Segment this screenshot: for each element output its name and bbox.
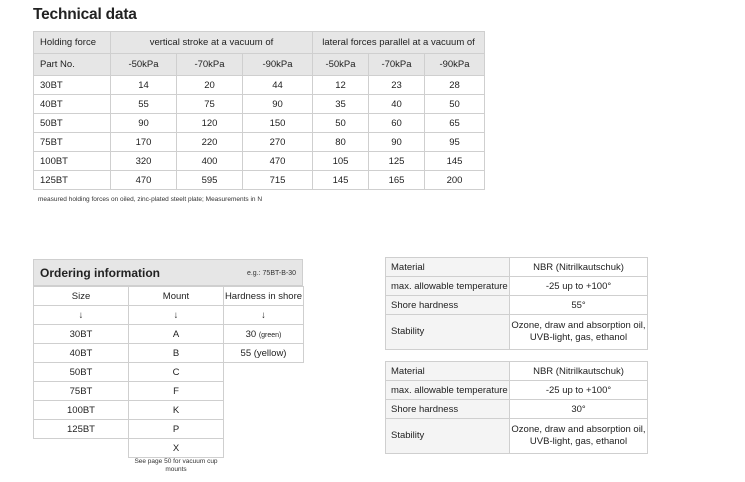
size-cell: 125BT: [34, 420, 129, 439]
holding-force-header: Holding force: [34, 32, 111, 54]
vacuum-level-header: -70kPa: [369, 54, 425, 76]
size-cell: 50BT: [34, 363, 129, 382]
stability-line-1: Ozone, draw and absorption oil,: [511, 320, 646, 331]
force-value-cell: 400: [177, 152, 243, 171]
part-no-header: Part No.: [34, 54, 111, 76]
temperature-label: max. allowable temperature: [386, 381, 510, 400]
size-cell: 75BT: [34, 382, 129, 401]
part-number-cell: 30BT: [34, 76, 111, 95]
header-row: [34, 32, 485, 54]
material-label: Material: [386, 258, 510, 277]
part-number-cell: 40BT: [34, 95, 111, 114]
empty-cell: [224, 363, 304, 382]
table-row: [34, 133, 485, 152]
material-row: [386, 362, 648, 381]
ordering-header: [33, 259, 303, 286]
force-value-cell: 60: [369, 114, 425, 133]
force-value-cell: 28: [425, 76, 485, 95]
material-row: [386, 258, 648, 277]
empty-cell: [224, 420, 304, 439]
ordering-row: [34, 439, 304, 458]
force-value-cell: 165: [369, 171, 425, 190]
vacuum-level-header: -90kPa: [243, 54, 313, 76]
temperature-value: -25 up to +100°: [510, 277, 648, 296]
size-header: Size: [34, 287, 129, 306]
mount-cell: P: [129, 420, 224, 439]
technical-data-table: [33, 31, 485, 190]
mount-header: Mount: [129, 287, 224, 306]
temperature-value: -25 up to +100°: [510, 381, 648, 400]
force-value-cell: 12: [313, 76, 369, 95]
force-value-cell: 145: [313, 171, 369, 190]
material-value: NBR (Nitrilkautschuk): [510, 258, 648, 277]
force-value-cell: 470: [243, 152, 313, 171]
ordering-row: [34, 325, 304, 344]
lateral-forces-header: lateral forces parallel at a vacuum of: [313, 32, 485, 54]
empty-cell: [34, 439, 129, 458]
ordering-row: [34, 382, 304, 401]
force-value-cell: 40: [369, 95, 425, 114]
force-value-cell: 470: [111, 171, 177, 190]
hardness-header: Hardness in shore: [224, 287, 304, 306]
ordering-row: [34, 363, 304, 382]
hardness-cell: [224, 325, 304, 344]
force-value-cell: 65: [425, 114, 485, 133]
shore-row: [386, 400, 648, 419]
material-value: NBR (Nitrilkautschuk): [510, 362, 648, 381]
shore-label: Shore hardness: [386, 296, 510, 315]
stability-row: [386, 315, 648, 350]
ordering-row: [34, 420, 304, 439]
table-row: [34, 171, 485, 190]
mount-cell: X: [129, 439, 224, 458]
part-number-cell: 100BT: [34, 152, 111, 171]
temperature-row: [386, 277, 648, 296]
hardness-color-note: (green): [258, 331, 282, 339]
vertical-stroke-header: vertical stroke at a vacuum of: [111, 32, 313, 54]
mount-note: See page 50 for vacuum cup mounts: [134, 458, 218, 473]
force-value-cell: 20: [177, 76, 243, 95]
force-value-cell: 270: [243, 133, 313, 152]
vacuum-level-header: -50kPa: [313, 54, 369, 76]
stability-value: [510, 419, 648, 454]
material-table-55: [385, 257, 648, 350]
force-value-cell: 95: [425, 133, 485, 152]
table-row: [34, 95, 485, 114]
force-value-cell: 595: [177, 171, 243, 190]
ordering-title: Ordering information: [40, 266, 160, 280]
force-value-cell: 50: [425, 95, 485, 114]
size-cell: 30BT: [34, 325, 129, 344]
table-row: [34, 114, 485, 133]
table-row: [34, 152, 485, 171]
force-value-cell: 170: [111, 133, 177, 152]
down-arrow-icon: ↓: [224, 306, 304, 325]
stability-line-1: Ozone, draw and absorption oil,: [511, 424, 646, 435]
force-value-cell: 90: [243, 95, 313, 114]
force-value-cell: 55: [111, 95, 177, 114]
down-arrow-icon: ↓: [129, 306, 224, 325]
part-number-cell: 125BT: [34, 171, 111, 190]
force-value-cell: 320: [111, 152, 177, 171]
shore-label: Shore hardness: [386, 400, 510, 419]
hardness-value: 55 (yellow): [240, 347, 287, 359]
arrow-row: [34, 306, 304, 325]
shore-value: 55°: [510, 296, 648, 315]
hardness-value: 30: [245, 328, 257, 340]
ordering-example: e.g.: 75BT-B-30: [246, 270, 296, 277]
table-row: [34, 76, 485, 95]
mount-cell: K: [129, 401, 224, 420]
vacuum-header-row: [34, 54, 485, 76]
mount-cell: B: [129, 344, 224, 363]
force-value-cell: 35: [313, 95, 369, 114]
force-value-cell: 90: [369, 133, 425, 152]
force-value-cell: 80: [313, 133, 369, 152]
ordering-column-row: [34, 287, 304, 306]
material-table-30: [385, 361, 648, 454]
measurement-note: measured holding forces on oiled, zinc-plated steelt plate; Measurements in N: [38, 196, 263, 203]
vacuum-level-header: -70kPa: [177, 54, 243, 76]
size-cell: 100BT: [34, 401, 129, 420]
force-value-cell: 120: [177, 114, 243, 133]
vacuum-level-header: -50kPa: [111, 54, 177, 76]
temperature-label: max. allowable temperature: [386, 277, 510, 296]
part-number-cell: 50BT: [34, 114, 111, 133]
mount-cell: C: [129, 363, 224, 382]
hardness-cell: [224, 344, 304, 363]
vacuum-level-header: -90kPa: [425, 54, 485, 76]
mount-cell: F: [129, 382, 224, 401]
material-label: Material: [386, 362, 510, 381]
temperature-row: [386, 381, 648, 400]
stability-row: [386, 419, 648, 454]
force-value-cell: 50: [313, 114, 369, 133]
empty-cell: [224, 439, 304, 458]
empty-cell: [224, 401, 304, 420]
force-value-cell: 75: [177, 95, 243, 114]
force-value-cell: 90: [111, 114, 177, 133]
force-value-cell: 44: [243, 76, 313, 95]
ordering-row: [34, 344, 304, 363]
stability-label: Stability: [386, 419, 510, 454]
stability-value: [510, 315, 648, 350]
shore-row: [386, 296, 648, 315]
shore-value: 30°: [510, 400, 648, 419]
force-value-cell: 125: [369, 152, 425, 171]
stability-label: Stability: [386, 315, 510, 350]
force-value-cell: 14: [111, 76, 177, 95]
size-cell: 40BT: [34, 344, 129, 363]
force-value-cell: 200: [425, 171, 485, 190]
down-arrow-icon: ↓: [34, 306, 129, 325]
force-value-cell: 220: [177, 133, 243, 152]
force-value-cell: 150: [243, 114, 313, 133]
force-value-cell: 145: [425, 152, 485, 171]
part-number-cell: 75BT: [34, 133, 111, 152]
stability-line-2: UVB-light, gas, ethanol: [529, 436, 628, 447]
force-value-cell: 23: [369, 76, 425, 95]
mount-cell: A: [129, 325, 224, 344]
stability-line-2: UVB-light, gas, ethanol: [529, 332, 628, 343]
force-value-cell: 105: [313, 152, 369, 171]
ordering-row: [34, 401, 304, 420]
ordering-table: [33, 286, 304, 458]
technical-data-title: Technical data: [33, 6, 137, 23]
force-value-cell: 715: [243, 171, 313, 190]
empty-cell: [224, 382, 304, 401]
